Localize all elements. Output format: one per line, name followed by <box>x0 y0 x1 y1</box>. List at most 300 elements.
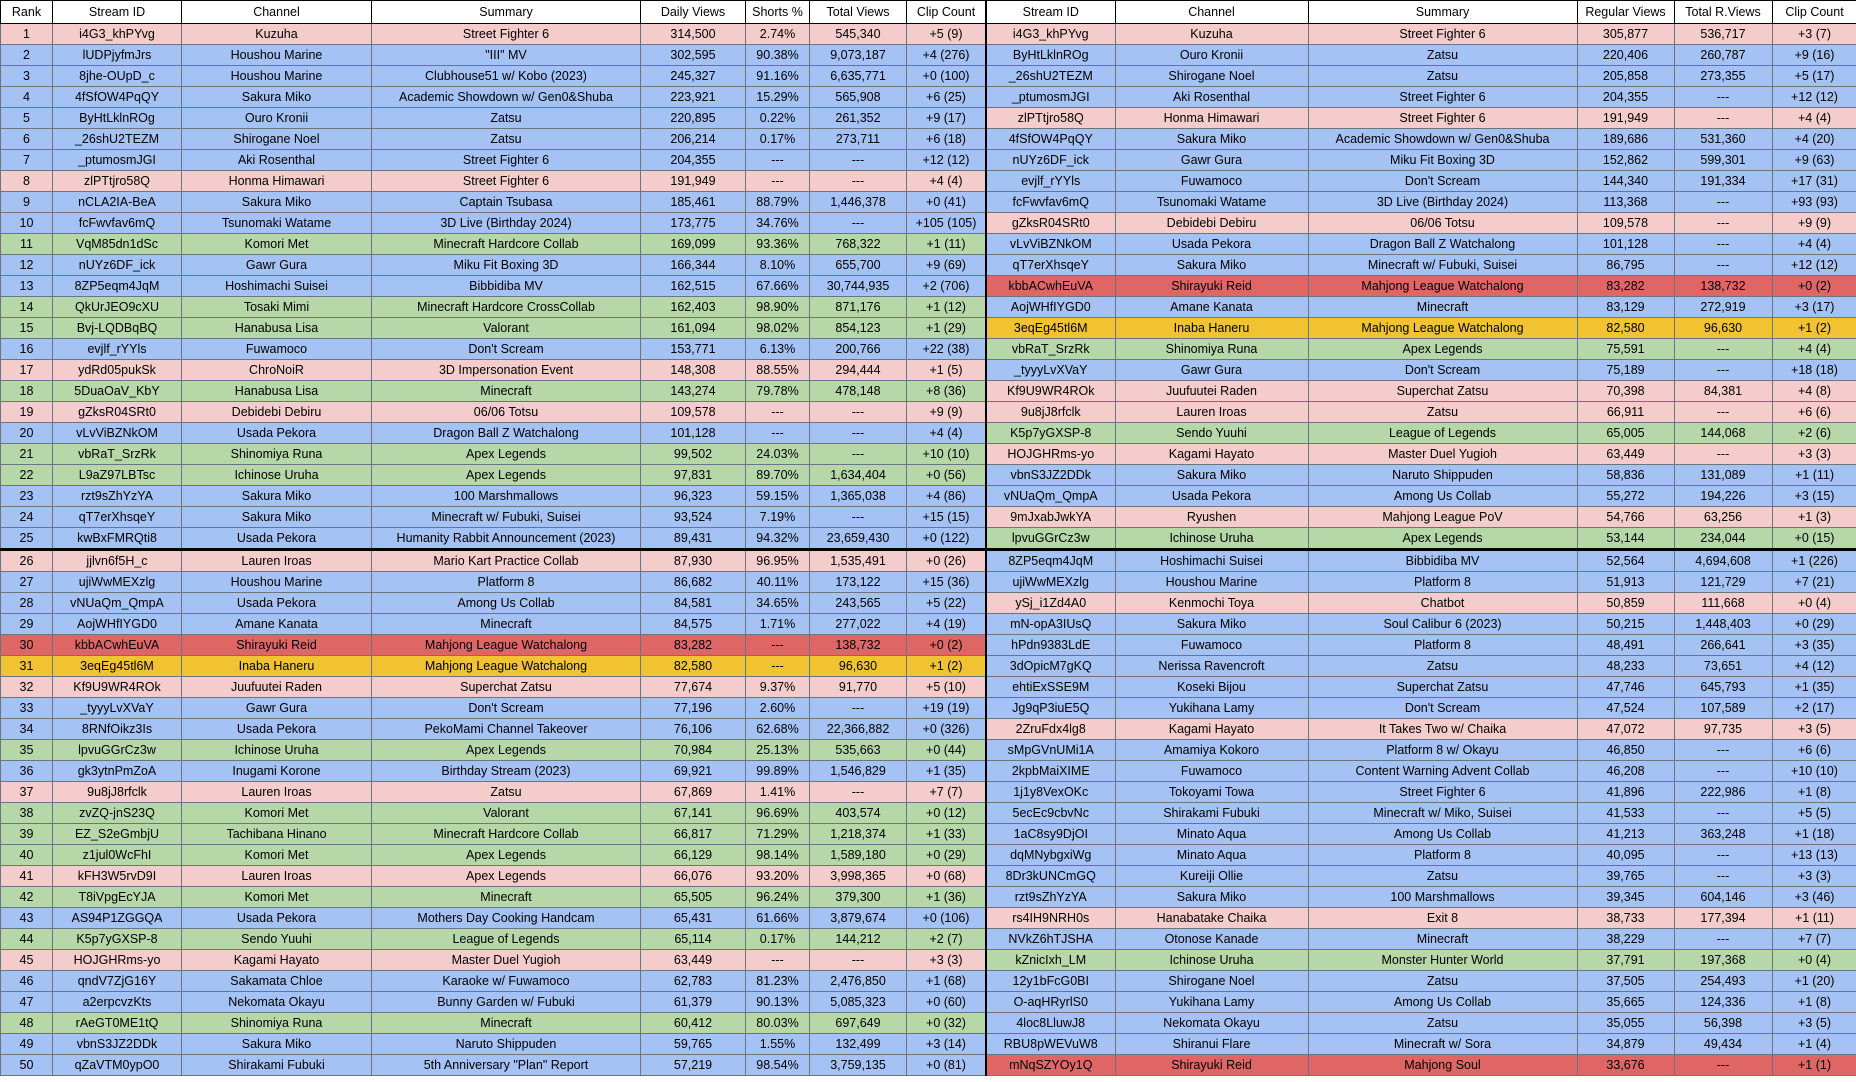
stream-id-cell[interactable]: kZnicIxh_LM <box>986 950 1115 971</box>
clip-count-cell[interactable]: +0 (12) <box>907 803 986 824</box>
total-r-views-cell[interactable]: 124,336 <box>1674 992 1772 1013</box>
stream-id-cell[interactable]: 8ZP5eqm4JqM <box>986 550 1115 572</box>
summary-cell[interactable]: Apex Legends <box>1308 339 1577 360</box>
summary-cell[interactable]: Among Us Collab <box>1308 824 1577 845</box>
channel-cell[interactable]: Minato Aqua <box>1115 824 1308 845</box>
total-views-cell[interactable]: 243,565 <box>810 593 907 614</box>
rank-cell[interactable]: 42 <box>1 887 53 908</box>
summary-cell[interactable]: Don't Scream <box>1308 360 1577 381</box>
channel-cell[interactable]: Gawr Gura <box>182 255 372 276</box>
shorts-pct-cell[interactable]: 96.24% <box>746 887 810 908</box>
summary-cell[interactable]: Zatsu <box>372 782 641 803</box>
channel-cell[interactable]: Hanabusa Lisa <box>182 381 372 402</box>
total-views-cell[interactable]: 132,499 <box>810 1034 907 1055</box>
total-r-views-cell[interactable]: 363,248 <box>1674 824 1772 845</box>
stream-id-cell[interactable]: i4G3_khPYvg <box>986 24 1115 45</box>
rank-cell[interactable]: 29 <box>1 614 53 635</box>
clip-count-cell[interactable]: +6 (18) <box>907 129 986 150</box>
daily-views-cell[interactable]: 59,765 <box>641 1034 746 1055</box>
clip-count-cell[interactable]: +3 (5) <box>1772 1013 1856 1034</box>
summary-cell[interactable]: Zatsu <box>1308 1013 1577 1034</box>
summary-cell[interactable]: Dragon Ball Z Watchalong <box>1308 234 1577 255</box>
shorts-pct-cell[interactable]: 9.37% <box>746 677 810 698</box>
stream-id-cell[interactable]: HOJGHRms-yo <box>53 950 182 971</box>
total-r-views-cell[interactable]: 260,787 <box>1674 45 1772 66</box>
daily-views-cell[interactable]: 153,771 <box>641 339 746 360</box>
channel-cell[interactable]: Shirayuki Reid <box>182 635 372 656</box>
rank-cell[interactable]: 13 <box>1 276 53 297</box>
channel-cell[interactable]: Gawr Gura <box>182 698 372 719</box>
stream-id-cell[interactable]: a2erpcvzKts <box>53 992 182 1013</box>
total-r-views-cell[interactable]: 138,732 <box>1674 276 1772 297</box>
shorts-pct-cell[interactable]: 2.74% <box>746 24 810 45</box>
channel-cell[interactable]: Houshou Marine <box>182 45 372 66</box>
summary-cell[interactable]: Mahjong League Watchalong <box>1308 276 1577 297</box>
rank-cell[interactable]: 24 <box>1 507 53 528</box>
stream-id-cell[interactable]: 3eqEg45tl6M <box>53 656 182 677</box>
summary-cell[interactable]: Mario Kart Practice Collab <box>372 550 641 572</box>
channel-cell[interactable]: Houshou Marine <box>182 572 372 593</box>
rank-cell[interactable]: 33 <box>1 698 53 719</box>
channel-cell[interactable]: Usada Pekora <box>1115 234 1308 255</box>
clip-count-cell[interactable]: +4 (86) <box>907 486 986 507</box>
clip-count-cell[interactable]: +10 (10) <box>1772 761 1856 782</box>
clip-count-cell[interactable]: +7 (21) <box>1772 572 1856 593</box>
clip-count-cell[interactable]: +17 (31) <box>1772 171 1856 192</box>
summary-cell[interactable]: Dragon Ball Z Watchalong <box>372 423 641 444</box>
total-views-cell[interactable]: 871,176 <box>810 297 907 318</box>
summary-cell[interactable]: 06/06 Totsu <box>1308 213 1577 234</box>
stream-id-cell[interactable]: lpvuGGrCz3w <box>986 528 1115 550</box>
stream-id-cell[interactable]: 2kpbMaiXIME <box>986 761 1115 782</box>
stream-id-cell[interactable]: kFH3W5rvD9I <box>53 866 182 887</box>
total-views-cell[interactable]: --- <box>810 213 907 234</box>
channel-cell[interactable]: Houshou Marine <box>1115 572 1308 593</box>
rank-cell[interactable]: 11 <box>1 234 53 255</box>
stream-id-cell[interactable]: 8ZP5eqm4JqM <box>53 276 182 297</box>
regular-views-cell[interactable]: 51,913 <box>1577 572 1674 593</box>
summary-cell[interactable]: Mothers Day Cooking Handcam <box>372 908 641 929</box>
summary-cell[interactable]: Street Fighter 6 <box>1308 108 1577 129</box>
total-r-views-cell[interactable]: 197,368 <box>1674 950 1772 971</box>
shorts-pct-cell[interactable]: 99.89% <box>746 761 810 782</box>
summary-cell[interactable]: Miku Fit Boxing 3D <box>372 255 641 276</box>
clip-count-cell[interactable]: +5 (9) <box>907 24 986 45</box>
clip-count-cell[interactable]: +0 (29) <box>907 845 986 866</box>
channel-cell[interactable]: Shirayuki Reid <box>1115 276 1308 297</box>
total-views-cell[interactable]: --- <box>810 782 907 803</box>
stream-id-cell[interactable]: Kf9U9WR4ROk <box>53 677 182 698</box>
clip-count-cell[interactable]: +0 (32) <box>907 1013 986 1034</box>
total-views-cell[interactable]: 22,366,882 <box>810 719 907 740</box>
regular-views-cell[interactable]: 101,128 <box>1577 234 1674 255</box>
channel-cell[interactable]: Nekomata Okayu <box>1115 1013 1308 1034</box>
total-views-cell[interactable]: 5,085,323 <box>810 992 907 1013</box>
summary-cell[interactable]: Minecraft <box>372 1013 641 1034</box>
clip-count-cell[interactable]: +0 (44) <box>907 740 986 761</box>
total-views-cell[interactable]: 1,535,491 <box>810 550 907 572</box>
stream-id-cell[interactable]: qZaVTM0ypO0 <box>53 1055 182 1076</box>
total-r-views-cell[interactable]: --- <box>1674 845 1772 866</box>
daily-views-cell[interactable]: 66,817 <box>641 824 746 845</box>
daily-views-cell[interactable]: 99,502 <box>641 444 746 465</box>
regular-views-cell[interactable]: 83,282 <box>1577 276 1674 297</box>
regular-views-cell[interactable]: 33,676 <box>1577 1055 1674 1076</box>
channel-cell[interactable]: Sakura Miko <box>182 1034 372 1055</box>
summary-cell[interactable]: Platform 8 <box>372 572 641 593</box>
clip-count-cell[interactable]: +0 (56) <box>907 465 986 486</box>
summary-cell[interactable]: Bunny Garden w/ Fubuki <box>372 992 641 1013</box>
summary-cell[interactable]: Zatsu <box>1308 656 1577 677</box>
regular-views-cell[interactable]: 50,859 <box>1577 593 1674 614</box>
total-views-cell[interactable]: 294,444 <box>810 360 907 381</box>
stream-id-cell[interactable]: NVkZ6hTJSHA <box>986 929 1115 950</box>
summary-cell[interactable]: Naruto Shippuden <box>1308 465 1577 486</box>
summary-cell[interactable]: It Takes Two w/ Chaika <box>1308 719 1577 740</box>
total-r-views-cell[interactable]: 63,256 <box>1674 507 1772 528</box>
clip-count-cell[interactable]: +15 (36) <box>907 572 986 593</box>
stream-id-cell[interactable]: nUYz6DF_ick <box>53 255 182 276</box>
channel-cell[interactable]: Tachibana Hinano <box>182 824 372 845</box>
shorts-pct-cell[interactable]: 96.69% <box>746 803 810 824</box>
summary-cell[interactable]: Zatsu <box>1308 45 1577 66</box>
regular-views-cell[interactable]: 38,229 <box>1577 929 1674 950</box>
clip-count-cell[interactable]: +12 (12) <box>1772 255 1856 276</box>
stream-id-cell[interactable]: qT7erXhsqeY <box>986 255 1115 276</box>
stream-id-cell[interactable]: _tyyyLvXVaY <box>986 360 1115 381</box>
total-views-cell[interactable]: 173,122 <box>810 572 907 593</box>
clip-count-cell[interactable]: +1 (2) <box>907 656 986 677</box>
stream-id-cell[interactable]: gZksR04SRt0 <box>53 402 182 423</box>
stream-id-cell[interactable]: kbbACwhEuVA <box>53 635 182 656</box>
total-r-views-cell[interactable]: 222,986 <box>1674 782 1772 803</box>
clip-count-cell[interactable]: +3 (3) <box>907 950 986 971</box>
clip-count-cell[interactable]: +1 (11) <box>907 234 986 255</box>
rank-cell[interactable]: 25 <box>1 528 53 550</box>
shorts-pct-cell[interactable]: 88.55% <box>746 360 810 381</box>
clip-count-cell[interactable]: +9 (9) <box>907 402 986 423</box>
clip-count-cell[interactable]: +1 (226) <box>1772 550 1856 572</box>
clip-count-cell[interactable]: +6 (6) <box>1772 402 1856 423</box>
summary-cell[interactable]: Clubhouse51 w/ Kobo (2023) <box>372 66 641 87</box>
stream-id-cell[interactable]: nUYz6DF_ick <box>986 150 1115 171</box>
clip-count-cell[interactable]: +1 (1) <box>1772 1055 1856 1076</box>
shorts-pct-cell[interactable]: 79.78% <box>746 381 810 402</box>
channel-cell[interactable]: Usada Pekora <box>182 528 372 550</box>
rank-cell[interactable]: 38 <box>1 803 53 824</box>
regular-views-cell[interactable]: 83,129 <box>1577 297 1674 318</box>
rank-cell[interactable]: 47 <box>1 992 53 1013</box>
channel-cell[interactable]: Shirayuki Reid <box>1115 1055 1308 1076</box>
regular-views-cell[interactable]: 47,072 <box>1577 719 1674 740</box>
shorts-pct-cell[interactable]: 62.68% <box>746 719 810 740</box>
daily-views-cell[interactable]: 173,775 <box>641 213 746 234</box>
summary-cell[interactable]: Street Fighter 6 <box>372 150 641 171</box>
clip-count-cell[interactable]: +3 (46) <box>1772 887 1856 908</box>
summary-cell[interactable]: League of Legends <box>372 929 641 950</box>
daily-views-cell[interactable]: 84,575 <box>641 614 746 635</box>
clip-count-cell[interactable]: +1 (20) <box>1772 971 1856 992</box>
total-views-cell[interactable]: --- <box>810 402 907 423</box>
channel-cell[interactable]: Ichinose Uruha <box>1115 528 1308 550</box>
rank-cell[interactable]: 6 <box>1 129 53 150</box>
total-views-cell[interactable]: 3,879,674 <box>810 908 907 929</box>
channel-cell[interactable]: Inaba Haneru <box>1115 318 1308 339</box>
daily-views-cell[interactable]: 63,449 <box>641 950 746 971</box>
channel-cell[interactable]: Ichinose Uruha <box>182 465 372 486</box>
channel-cell[interactable]: Lauren Iroas <box>182 782 372 803</box>
daily-views-cell[interactable]: 148,308 <box>641 360 746 381</box>
daily-views-cell[interactable]: 62,783 <box>641 971 746 992</box>
summary-cell[interactable]: 100 Marshmallows <box>372 486 641 507</box>
summary-cell[interactable]: Valorant <box>372 318 641 339</box>
summary-cell[interactable]: Minecraft <box>372 614 641 635</box>
stream-id-cell[interactable]: 3dOpicM7gKQ <box>986 656 1115 677</box>
rank-cell[interactable]: 3 <box>1 66 53 87</box>
total-views-cell[interactable]: 697,649 <box>810 1013 907 1034</box>
shorts-pct-cell[interactable]: 67.66% <box>746 276 810 297</box>
clip-count-cell[interactable]: +3 (7) <box>1772 24 1856 45</box>
stream-id-cell[interactable]: mNqSZYOy1Q <box>986 1055 1115 1076</box>
summary-cell[interactable]: Minecraft <box>372 381 641 402</box>
summary-cell[interactable]: Minecraft <box>1308 297 1577 318</box>
total-views-cell[interactable]: 1,365,038 <box>810 486 907 507</box>
clip-count-cell[interactable]: +1 (8) <box>1772 782 1856 803</box>
regular-views-cell[interactable]: 41,213 <box>1577 824 1674 845</box>
clip-count-cell[interactable]: +4 (19) <box>907 614 986 635</box>
stream-id-cell[interactable]: 4fSfOW4PqQY <box>986 129 1115 150</box>
summary-cell[interactable]: Academic Showdown w/ Gen0&Shuba <box>372 87 641 108</box>
stream-id-cell[interactable]: ByHtLklnROg <box>986 45 1115 66</box>
stream-id-cell[interactable]: 3eqEg45tl6M <box>986 318 1115 339</box>
rank-cell[interactable]: 48 <box>1 1013 53 1034</box>
clip-count-cell[interactable]: +4 (12) <box>1772 656 1856 677</box>
clip-count-cell[interactable]: +3 (5) <box>1772 719 1856 740</box>
stream-id-cell[interactable]: kbbACwhEuVA <box>986 276 1115 297</box>
stream-id-cell[interactable]: T8iVpgEcYJA <box>53 887 182 908</box>
daily-views-cell[interactable]: 220,895 <box>641 108 746 129</box>
shorts-pct-cell[interactable]: 6.13% <box>746 339 810 360</box>
clip-count-cell[interactable]: +0 (81) <box>907 1055 986 1076</box>
channel-cell[interactable]: Yukihana Lamy <box>1115 992 1308 1013</box>
regular-views-cell[interactable]: 37,791 <box>1577 950 1674 971</box>
channel-cell[interactable]: Ouro Kronii <box>182 108 372 129</box>
summary-cell[interactable]: 3D Impersonation Event <box>372 360 641 381</box>
channel-cell[interactable]: Ouro Kronii <box>1115 45 1308 66</box>
stream-id-cell[interactable]: ByHtLklnROg <box>53 108 182 129</box>
summary-cell[interactable]: Academic Showdown w/ Gen0&Shuba <box>1308 129 1577 150</box>
clip-count-cell[interactable]: +9 (9) <box>1772 213 1856 234</box>
stream-id-cell[interactable]: VqM85dn1dSc <box>53 234 182 255</box>
channel-cell[interactable]: Juufuutei Raden <box>1115 381 1308 402</box>
summary-cell[interactable]: Minecraft <box>372 887 641 908</box>
regular-views-cell[interactable]: 46,850 <box>1577 740 1674 761</box>
rank-cell[interactable]: 30 <box>1 635 53 656</box>
summary-cell[interactable]: Zatsu <box>372 129 641 150</box>
channel-cell[interactable]: Lauren Iroas <box>1115 402 1308 423</box>
rank-cell[interactable]: 32 <box>1 677 53 698</box>
daily-views-cell[interactable]: 57,219 <box>641 1055 746 1076</box>
channel-cell[interactable]: Koseki Bijou <box>1115 677 1308 698</box>
channel-cell[interactable]: Hanabatake Chaika <box>1115 908 1308 929</box>
clip-count-cell[interactable]: +0 (326) <box>907 719 986 740</box>
channel-cell[interactable]: Shinomiya Runa <box>182 444 372 465</box>
regular-views-cell[interactable]: 70,398 <box>1577 381 1674 402</box>
total-views-cell[interactable]: 379,300 <box>810 887 907 908</box>
total-views-cell[interactable]: 9,073,187 <box>810 45 907 66</box>
daily-views-cell[interactable]: 166,344 <box>641 255 746 276</box>
channel-cell[interactable]: Nekomata Okayu <box>182 992 372 1013</box>
channel-cell[interactable]: Sendo Yuuhi <box>182 929 372 950</box>
stream-id-cell[interactable]: 1aC8sy9DjOI <box>986 824 1115 845</box>
daily-views-cell[interactable]: 82,580 <box>641 656 746 677</box>
clip-count-cell[interactable]: +9 (17) <box>907 108 986 129</box>
stream-id-cell[interactable]: ySj_i1Zd4A0 <box>986 593 1115 614</box>
daily-views-cell[interactable]: 67,869 <box>641 782 746 803</box>
channel-cell[interactable]: Usada Pekora <box>182 593 372 614</box>
channel-cell[interactable]: Sakura Miko <box>1115 887 1308 908</box>
shorts-pct-cell[interactable]: --- <box>746 635 810 656</box>
channel-cell[interactable]: Sakura Miko <box>182 486 372 507</box>
clip-count-cell[interactable]: +4 (8) <box>1772 381 1856 402</box>
summary-cell[interactable]: Superchat Zatsu <box>1308 677 1577 698</box>
summary-cell[interactable]: Don't Scream <box>372 339 641 360</box>
stream-id-cell[interactable]: vbRaT_SrzRk <box>986 339 1115 360</box>
stream-id-cell[interactable]: 2ZruFdx4lg8 <box>986 719 1115 740</box>
summary-cell[interactable]: 3D Live (Birthday 2024) <box>1308 192 1577 213</box>
total-r-views-cell[interactable]: 272,919 <box>1674 297 1772 318</box>
total-r-views-cell[interactable]: --- <box>1674 255 1772 276</box>
shorts-pct-cell[interactable]: 0.22% <box>746 108 810 129</box>
rank-cell[interactable]: 21 <box>1 444 53 465</box>
shorts-pct-cell[interactable]: 0.17% <box>746 929 810 950</box>
total-views-cell[interactable]: 1,634,404 <box>810 465 907 486</box>
stream-id-cell[interactable]: fcFwvfav6mQ <box>53 213 182 234</box>
shorts-pct-cell[interactable]: 0.17% <box>746 129 810 150</box>
rank-cell[interactable]: 36 <box>1 761 53 782</box>
total-views-cell[interactable]: 277,022 <box>810 614 907 635</box>
total-views-cell[interactable]: 2,476,850 <box>810 971 907 992</box>
stream-id-cell[interactable]: 5DuaOaV_KbY <box>53 381 182 402</box>
channel-cell[interactable]: Ichinose Uruha <box>182 740 372 761</box>
total-views-cell[interactable]: 1,218,374 <box>810 824 907 845</box>
clip-count-cell[interactable]: +22 (38) <box>907 339 986 360</box>
regular-views-cell[interactable]: 204,355 <box>1577 87 1674 108</box>
summary-cell[interactable]: Valorant <box>372 803 641 824</box>
summary-cell[interactable]: Humanity Rabbit Announcement (2023) <box>372 528 641 550</box>
channel-cell[interactable]: Shirakami Fubuki <box>182 1055 372 1076</box>
channel-cell[interactable]: Houshou Marine <box>182 66 372 87</box>
channel-cell[interactable]: Kuzuha <box>182 24 372 45</box>
stream-id-cell[interactable]: QkUrJEO9cXU <box>53 297 182 318</box>
channel-cell[interactable]: Aki Rosenthal <box>182 150 372 171</box>
regular-views-cell[interactable]: 189,686 <box>1577 129 1674 150</box>
summary-cell[interactable]: 3D Live (Birthday 2024) <box>372 213 641 234</box>
summary-cell[interactable]: Mahjong Soul <box>1308 1055 1577 1076</box>
channel-cell[interactable]: Usada Pekora <box>182 719 372 740</box>
clip-count-cell[interactable]: +0 (2) <box>907 635 986 656</box>
daily-views-cell[interactable]: 245,327 <box>641 66 746 87</box>
stream-id-cell[interactable]: qndV7ZjG16Y <box>53 971 182 992</box>
summary-cell[interactable]: Zatsu <box>1308 971 1577 992</box>
summary-cell[interactable]: Apex Legends <box>372 845 641 866</box>
summary-cell[interactable]: Apex Legends <box>372 465 641 486</box>
daily-views-cell[interactable]: 93,524 <box>641 507 746 528</box>
total-r-views-cell[interactable]: 96,630 <box>1674 318 1772 339</box>
shorts-pct-cell[interactable]: 8.10% <box>746 255 810 276</box>
rank-cell[interactable]: 50 <box>1 1055 53 1076</box>
shorts-pct-cell[interactable]: --- <box>746 171 810 192</box>
stream-id-cell[interactable]: rs4IH9NRH0s <box>986 908 1115 929</box>
channel-cell[interactable]: Hoshimachi Suisei <box>182 276 372 297</box>
summary-cell[interactable]: Bibbidiba MV <box>1308 550 1577 572</box>
stream-id-cell[interactable]: EZ_S2eGmbjU <box>53 824 182 845</box>
total-views-cell[interactable]: --- <box>810 950 907 971</box>
total-views-cell[interactable]: 854,123 <box>810 318 907 339</box>
clip-count-cell[interactable]: +1 (11) <box>1772 465 1856 486</box>
regular-views-cell[interactable]: 191,949 <box>1577 108 1674 129</box>
clip-count-cell[interactable]: +0 (106) <box>907 908 986 929</box>
stream-id-cell[interactable]: Jg9qP3iuE5Q <box>986 698 1115 719</box>
total-r-views-cell[interactable]: --- <box>1674 761 1772 782</box>
total-views-cell[interactable]: 478,148 <box>810 381 907 402</box>
summary-cell[interactable]: Master Duel Yugioh <box>372 950 641 971</box>
total-r-views-cell[interactable]: 121,729 <box>1674 572 1772 593</box>
total-r-views-cell[interactable]: 4,694,608 <box>1674 550 1772 572</box>
clip-count-cell[interactable]: +6 (6) <box>1772 740 1856 761</box>
shorts-pct-cell[interactable]: 2.60% <box>746 698 810 719</box>
total-r-views-cell[interactable]: --- <box>1674 213 1772 234</box>
stream-id-cell[interactable]: 12y1bFcG0BI <box>986 971 1115 992</box>
total-views-cell[interactable]: 1,446,378 <box>810 192 907 213</box>
channel-cell[interactable]: Inugami Korone <box>182 761 372 782</box>
stream-id-cell[interactable]: vbnS3JZ2DDk <box>986 465 1115 486</box>
shorts-pct-cell[interactable]: 7.19% <box>746 507 810 528</box>
total-r-views-cell[interactable]: --- <box>1674 929 1772 950</box>
daily-views-cell[interactable]: 65,505 <box>641 887 746 908</box>
clip-count-cell[interactable]: +2 (706) <box>907 276 986 297</box>
channel-cell[interactable]: Shinomiya Runa <box>182 1013 372 1034</box>
stream-id-cell[interactable]: lpvuGGrCz3w <box>53 740 182 761</box>
total-r-views-cell[interactable]: 49,434 <box>1674 1034 1772 1055</box>
channel-cell[interactable]: Usada Pekora <box>182 423 372 444</box>
clip-count-cell[interactable]: +1 (8) <box>1772 992 1856 1013</box>
shorts-pct-cell[interactable]: 59.15% <box>746 486 810 507</box>
rank-cell[interactable]: 14 <box>1 297 53 318</box>
stream-id-cell[interactable]: AojWHfIYGD0 <box>53 614 182 635</box>
stream-id-cell[interactable]: gk3ytnPmZoA <box>53 761 182 782</box>
summary-cell[interactable]: Mahjong League Watchalong <box>1308 318 1577 339</box>
regular-views-cell[interactable]: 86,795 <box>1577 255 1674 276</box>
stream-id-cell[interactable]: 9mJxabJwkYA <box>986 507 1115 528</box>
stream-id-cell[interactable]: evjlf_rYYls <box>986 171 1115 192</box>
total-r-views-cell[interactable]: --- <box>1674 192 1772 213</box>
daily-views-cell[interactable]: 109,578 <box>641 402 746 423</box>
regular-views-cell[interactable]: 37,505 <box>1577 971 1674 992</box>
total-r-views-cell[interactable]: 599,301 <box>1674 150 1772 171</box>
total-views-cell[interactable]: --- <box>810 150 907 171</box>
total-r-views-cell[interactable]: --- <box>1674 1055 1772 1076</box>
channel-cell[interactable]: Sakamata Chloe <box>182 971 372 992</box>
stream-id-cell[interactable]: _26shU2TEZM <box>53 129 182 150</box>
regular-views-cell[interactable]: 38,733 <box>1577 908 1674 929</box>
stream-id-cell[interactable]: AojWHfIYGD0 <box>986 297 1115 318</box>
clip-count-cell[interactable]: +1 (35) <box>907 761 986 782</box>
rank-cell[interactable]: 19 <box>1 402 53 423</box>
total-r-views-cell[interactable]: 144,068 <box>1674 423 1772 444</box>
rank-cell[interactable]: 8 <box>1 171 53 192</box>
channel-cell[interactable]: Lauren Iroas <box>182 550 372 572</box>
